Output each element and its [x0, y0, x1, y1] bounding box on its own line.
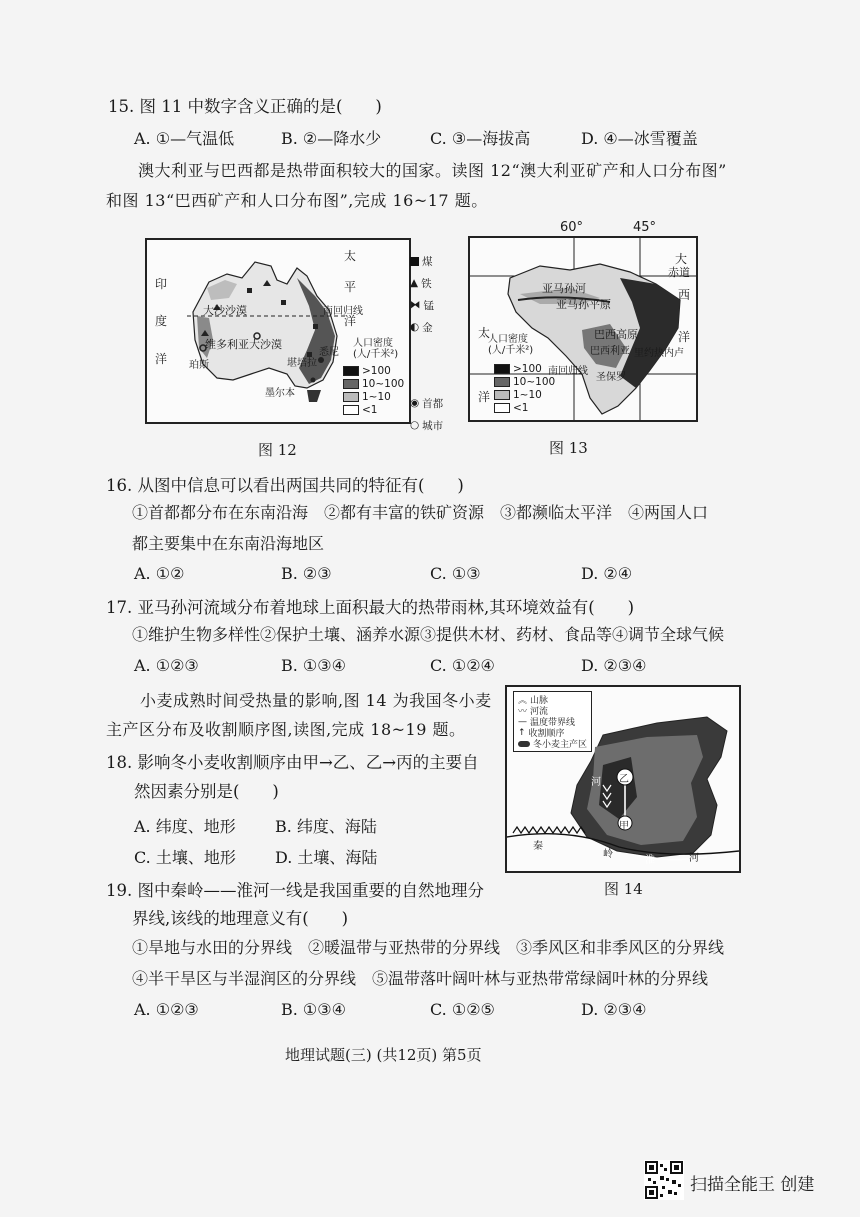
legend-temp-line: 温度带界线	[530, 718, 576, 728]
pacific-ocean-label-3: 洋	[344, 314, 357, 328]
equator-label: 赤道	[668, 266, 690, 279]
indian-ocean-label-1: 印	[155, 277, 168, 291]
qr-code-icon	[644, 1160, 684, 1200]
legend-river: 河流	[530, 707, 549, 717]
legend-mountain: 山脉	[530, 696, 549, 706]
figure-14-caption: 图 14	[604, 880, 643, 898]
sao-paulo-label: 圣保罗	[596, 372, 626, 383]
figure-13-brazil-map	[468, 236, 698, 422]
rio-label: 里约热内卢	[634, 348, 684, 359]
river-icon: 〰	[518, 707, 528, 717]
q15-option-b: B. ②—降水少	[281, 129, 382, 148]
q19-statements-line2: ④半干旱区与半湿润区的分界线 ⑤温带落叶阔叶林与亚热带常绿阔叶林的分界线	[132, 969, 709, 988]
density-legend-12	[343, 364, 404, 416]
q19-option-c: C. ①②⑤	[430, 1000, 495, 1019]
density-legend-13-d4: <1	[513, 401, 529, 414]
amazon-plain-label: 亚马孙平原	[556, 298, 611, 311]
manganese-icon: ⧓	[410, 299, 421, 311]
great-sandy-desert-label: 大沙沙漠	[203, 304, 247, 317]
density-legend-12-d3: 1~10	[362, 390, 391, 403]
sydney-label: 悉尼	[319, 347, 339, 358]
q15-stem: 15. 图 11 中数字含义正确的是( )	[108, 97, 382, 116]
q19-statements-line1: ①旱地与水田的分界线 ②暖温带与亚热带的分界线 ③季风区和非季风区的分界线	[132, 938, 725, 957]
great-victoria-desert-label: 维多利亚大沙漠	[205, 338, 282, 351]
q17-option-c: C. ①②④	[430, 656, 495, 675]
pacific-ocean-label-2: 平	[344, 280, 357, 294]
brazilian-highland-label: 巴西高原	[594, 328, 638, 341]
he-label: 河	[689, 853, 699, 864]
wheat-area-icon	[518, 741, 530, 747]
q19-stem-line2: 界线,该线的地理意义有( )	[132, 909, 349, 928]
pacific-ocean-label-1: 太	[344, 249, 357, 263]
legend-harvest-order: 收割顺序	[528, 729, 565, 739]
population-density-title-13	[488, 334, 533, 356]
intro-18-19-line2: 主产区分布及收割顺序图,读图,完成 18~19 题。	[106, 720, 466, 739]
longitude-45-label: 45°	[633, 220, 657, 235]
population-density-title	[353, 338, 398, 360]
q18-option-d: D. 土壤、海陆	[275, 848, 378, 867]
q18-stem-line1: 18. 影响冬小麦收割顺序由甲→乙、乙→丙的主要自	[106, 753, 479, 772]
density-title-13-line2: (人/千米²)	[488, 345, 534, 356]
yellow-river-label: 河	[591, 777, 601, 788]
melbourne-label: 墨尔本	[265, 388, 295, 399]
legend-capital: 首都	[422, 397, 444, 410]
q19-stem-line1: 19. 图中秦岭——淮河一线是我国重要的自然地理分	[106, 881, 484, 900]
density-legend-12-d2: 10~100	[362, 377, 405, 390]
q16-option-c: C. ①③	[430, 564, 481, 583]
q17-option-d: D. ②③④	[581, 656, 647, 675]
figure-12-caption: 图 12	[258, 441, 297, 459]
harvest-order-icon: ↑	[518, 727, 526, 738]
density-legend-13-d3: 1~10	[513, 388, 542, 401]
density-legend-12-d4: <1	[362, 403, 378, 416]
q17-option-b: B. ①③④	[281, 656, 346, 675]
q18-option-a: A. 纬度、地形	[134, 817, 236, 836]
figure-13-caption: 图 13	[549, 439, 588, 457]
tropic-of-capricorn-label: 南回归线	[323, 306, 363, 317]
legend-wheat-area: 冬小麦主产区	[533, 740, 588, 750]
amazon-river-label: 亚马孙河	[542, 282, 586, 295]
density-title-line1: 人口密度	[353, 338, 393, 349]
density-legend-13	[494, 362, 555, 414]
ling-label: 岭	[603, 849, 613, 860]
q15-option-c: C. ③—海拔高	[430, 129, 531, 148]
q15-option-a: A. ①—气温低	[134, 129, 235, 148]
legend-gold: 金	[422, 321, 433, 334]
intro-18-19-line1: 小麦成熟时间受热量的影响,图 14 为我国冬小麦	[140, 691, 492, 710]
tropic-label-13: 南回归线	[548, 366, 588, 377]
longitude-60-label: 60°	[560, 220, 584, 235]
legend-iron: 铁	[421, 277, 432, 290]
huai-label: 淮	[645, 855, 655, 866]
gold-icon: ◐	[410, 321, 420, 333]
jia-label: 甲	[619, 821, 629, 832]
legend-city: 城市	[422, 419, 444, 432]
q17-stem: 17. 亚马孙河流域分布着地球上面积最大的热带雨林,其环境效益有( )	[106, 598, 635, 617]
q16-option-a: A. ①②	[134, 564, 185, 583]
intro-16-17-line1: 澳大利亚与巴西都是热带面积较大的国家。读图 12“澳大利亚矿产和人口分布图”	[138, 161, 727, 180]
q16-statements-line1: ①首都都分布在东南沿海 ②都有丰富的铁矿资源 ③都濒临太平洋 ④两国人口	[132, 503, 709, 522]
q17-statements: ①维护生物多样性②保护土壤、涵养水源③提供木材、药材、食品等④调节全球气候	[132, 625, 725, 644]
brasilia-label: 巴西利亚	[590, 346, 630, 357]
pacific-label-13-3: 洋	[478, 390, 491, 404]
mountain-icon: ︽	[518, 696, 528, 706]
atlantic-label-1: 大	[675, 252, 688, 266]
temperature-zone-line-icon: —	[518, 716, 527, 727]
yi-label: 乙	[619, 774, 629, 785]
qin-label: 秦	[533, 841, 543, 852]
city-icon: ○	[410, 419, 420, 431]
q16-option-b: B. ②③	[281, 564, 332, 583]
coal-icon	[410, 257, 419, 266]
density-title-line2: (人/千米²)	[353, 349, 399, 360]
density-title-13-line1: 人口密度	[488, 334, 528, 345]
density-legend-12-d1: >100	[362, 364, 391, 377]
scanner-watermark: 扫描全能王 创建	[690, 1175, 815, 1195]
figure-12-australia-map	[145, 238, 411, 424]
page-footer: 地理试题(三) (共12页) 第5页	[285, 1046, 482, 1064]
indian-ocean-label-3: 洋	[155, 352, 168, 366]
atlantic-label-3: 洋	[678, 330, 691, 344]
canberra-label: 堪培拉	[287, 358, 317, 369]
capital-icon: ◉	[410, 397, 420, 409]
q16-option-d: D. ②④	[581, 564, 633, 583]
mineral-legend-12	[410, 250, 443, 436]
perth-label: 珀斯	[189, 360, 209, 371]
q19-option-b: B. ①③④	[281, 1000, 346, 1019]
pacific-label-13-1: 太	[478, 326, 491, 340]
iron-icon: ▲	[410, 277, 419, 289]
q19-option-d: D. ②③④	[581, 1000, 647, 1019]
legend-coal: 煤	[422, 255, 433, 268]
figure-14-wheat-map	[505, 685, 741, 873]
q18-option-b: B. 纬度、海陆	[275, 817, 377, 836]
q19-option-a: A. ①②③	[134, 1000, 199, 1019]
atlantic-label-2: 西	[678, 288, 691, 302]
density-legend-13-d1: >100	[513, 362, 542, 375]
fig14-legend	[513, 691, 592, 752]
q18-stem-line2: 然因素分别是( )	[134, 782, 279, 801]
q18-option-c: C. 土壤、地形	[134, 848, 236, 867]
density-legend-13-d2: 10~100	[513, 375, 556, 388]
q16-stem: 16. 从图中信息可以看出两国共同的特征有( )	[106, 476, 464, 495]
indian-ocean-label-2: 度	[155, 314, 168, 328]
q15-option-d: D. ④—冰雪覆盖	[581, 129, 698, 148]
intro-16-17-line2: 和图 13“巴西矿产和人口分布图”,完成 16~17 题。	[106, 191, 488, 210]
q16-statements-line2: 都主要集中在东南沿海地区	[132, 534, 325, 553]
q17-option-a: A. ①②③	[134, 656, 199, 675]
qr-code-graphic	[644, 1160, 684, 1200]
legend-manganese: 锰	[423, 299, 434, 312]
